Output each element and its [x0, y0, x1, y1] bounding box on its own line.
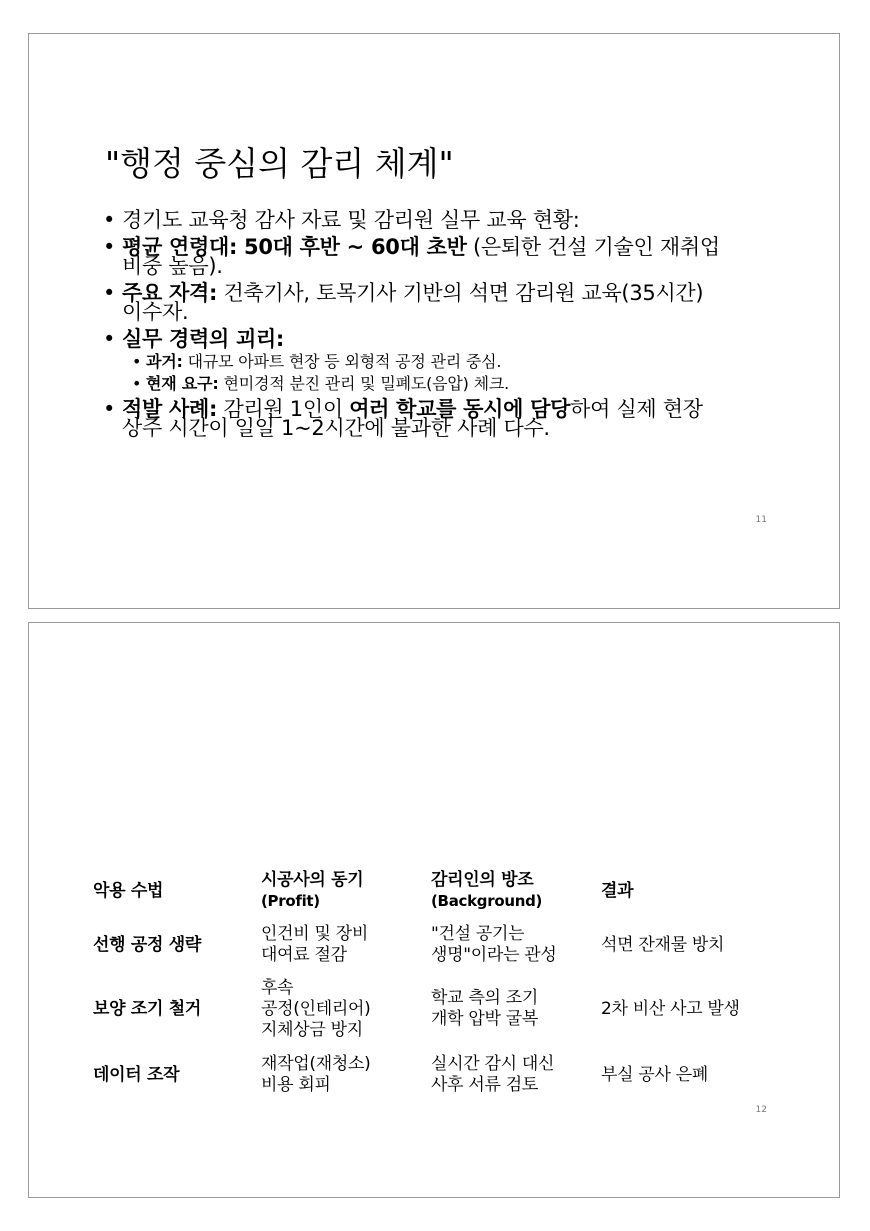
- sub-bullet-item: [103, 374, 783, 394]
- bullet-text: 감리원 1인이: [217, 397, 350, 421]
- slide-12: [28, 622, 840, 1198]
- slide-title: "행정 중심의 감리 체계": [105, 144, 454, 183]
- abuse-table: [93, 865, 771, 1105]
- bullet-bold: 주요 자격:: [122, 281, 218, 305]
- cell-result: 2차 비산 사고 발생: [601, 998, 740, 1019]
- bullet-bold: 평균 연령대: 50대 후반 ~ 60대 초반: [122, 235, 467, 259]
- cell-connivance: 실시간 감시 대신 사후 서류 검토: [431, 1054, 555, 1095]
- sub-bullet-bold: 현재 요구:: [146, 374, 219, 393]
- bullet-item: [103, 327, 783, 351]
- bullet-text: (은퇴한 건설 기술인 재취업: [466, 235, 720, 259]
- bullet-text: 비중 높음).: [122, 254, 223, 278]
- bullet-text: 건축기사, 토목기사 기반의 석면 감리원 교육(35시간): [217, 281, 704, 305]
- table-row: [93, 1045, 771, 1105]
- bullet-bold: 여러 학교를 동시에 담당: [349, 397, 571, 421]
- table-header-row: [93, 865, 771, 917]
- header-connivance: 감리인의 방조 (Background): [431, 870, 543, 910]
- bullet-item: [103, 281, 783, 324]
- cell-method: 선행 공정 생략: [93, 934, 201, 955]
- bullet-text: 이수자.: [122, 300, 189, 324]
- sub-bullet-bold: 과거:: [146, 352, 183, 371]
- sub-bullet-text: 현미경적 분진 관리 및 밀폐도(음압) 체크.: [218, 374, 509, 393]
- header-motive: 시공사의 동기 (Profit): [261, 870, 364, 910]
- bullet-bold: 실무 경력의 괴리:: [122, 327, 285, 351]
- bullet-text: 하여 실제 현장: [570, 397, 703, 421]
- bullet-text: 상주 시간이 일일 1~2시간에 불과한 사례 다수.: [122, 416, 550, 440]
- cell-method: 보양 조기 철거: [93, 998, 201, 1019]
- header-result: 결과: [601, 880, 634, 901]
- cell-motive: 후속 공정(인테리어) 지체상금 방지: [261, 977, 371, 1040]
- slide-11: [28, 33, 840, 609]
- table-row: [93, 917, 771, 973]
- page-number: 12: [755, 1105, 767, 1115]
- bullet-item: [103, 235, 783, 278]
- cell-connivance: "건설 공기는 생명"이라는 관성: [431, 924, 557, 965]
- bullet-list: [103, 208, 783, 446]
- bullet-text: 경기도 교육청 감사 자료 및 감리원 실무 교육 현황:: [122, 208, 580, 232]
- sub-bullet-text: 대규모 아파트 현장 등 외형적 공정 관리 중심.: [182, 352, 502, 371]
- cell-result: 석면 잔재물 방치: [601, 934, 725, 955]
- cell-motive: 인건비 및 장비 대여료 절감: [261, 924, 368, 965]
- page-number: 11: [755, 515, 767, 525]
- table-row: [93, 973, 771, 1045]
- header-method: 악용 수법: [93, 880, 164, 901]
- cell-method: 데이터 조작: [93, 1064, 180, 1085]
- cell-connivance: 학교 측의 조기 개학 압박 굴복: [431, 988, 538, 1029]
- bullet-item: [103, 208, 783, 232]
- cell-result: 부실 공사 은폐: [601, 1064, 708, 1085]
- cell-motive: 재작업(재청소) 비용 회피: [261, 1054, 371, 1095]
- bullet-bold: 적발 사례:: [122, 397, 218, 421]
- bullet-item: [103, 397, 783, 440]
- sub-bullet-item: [103, 352, 783, 372]
